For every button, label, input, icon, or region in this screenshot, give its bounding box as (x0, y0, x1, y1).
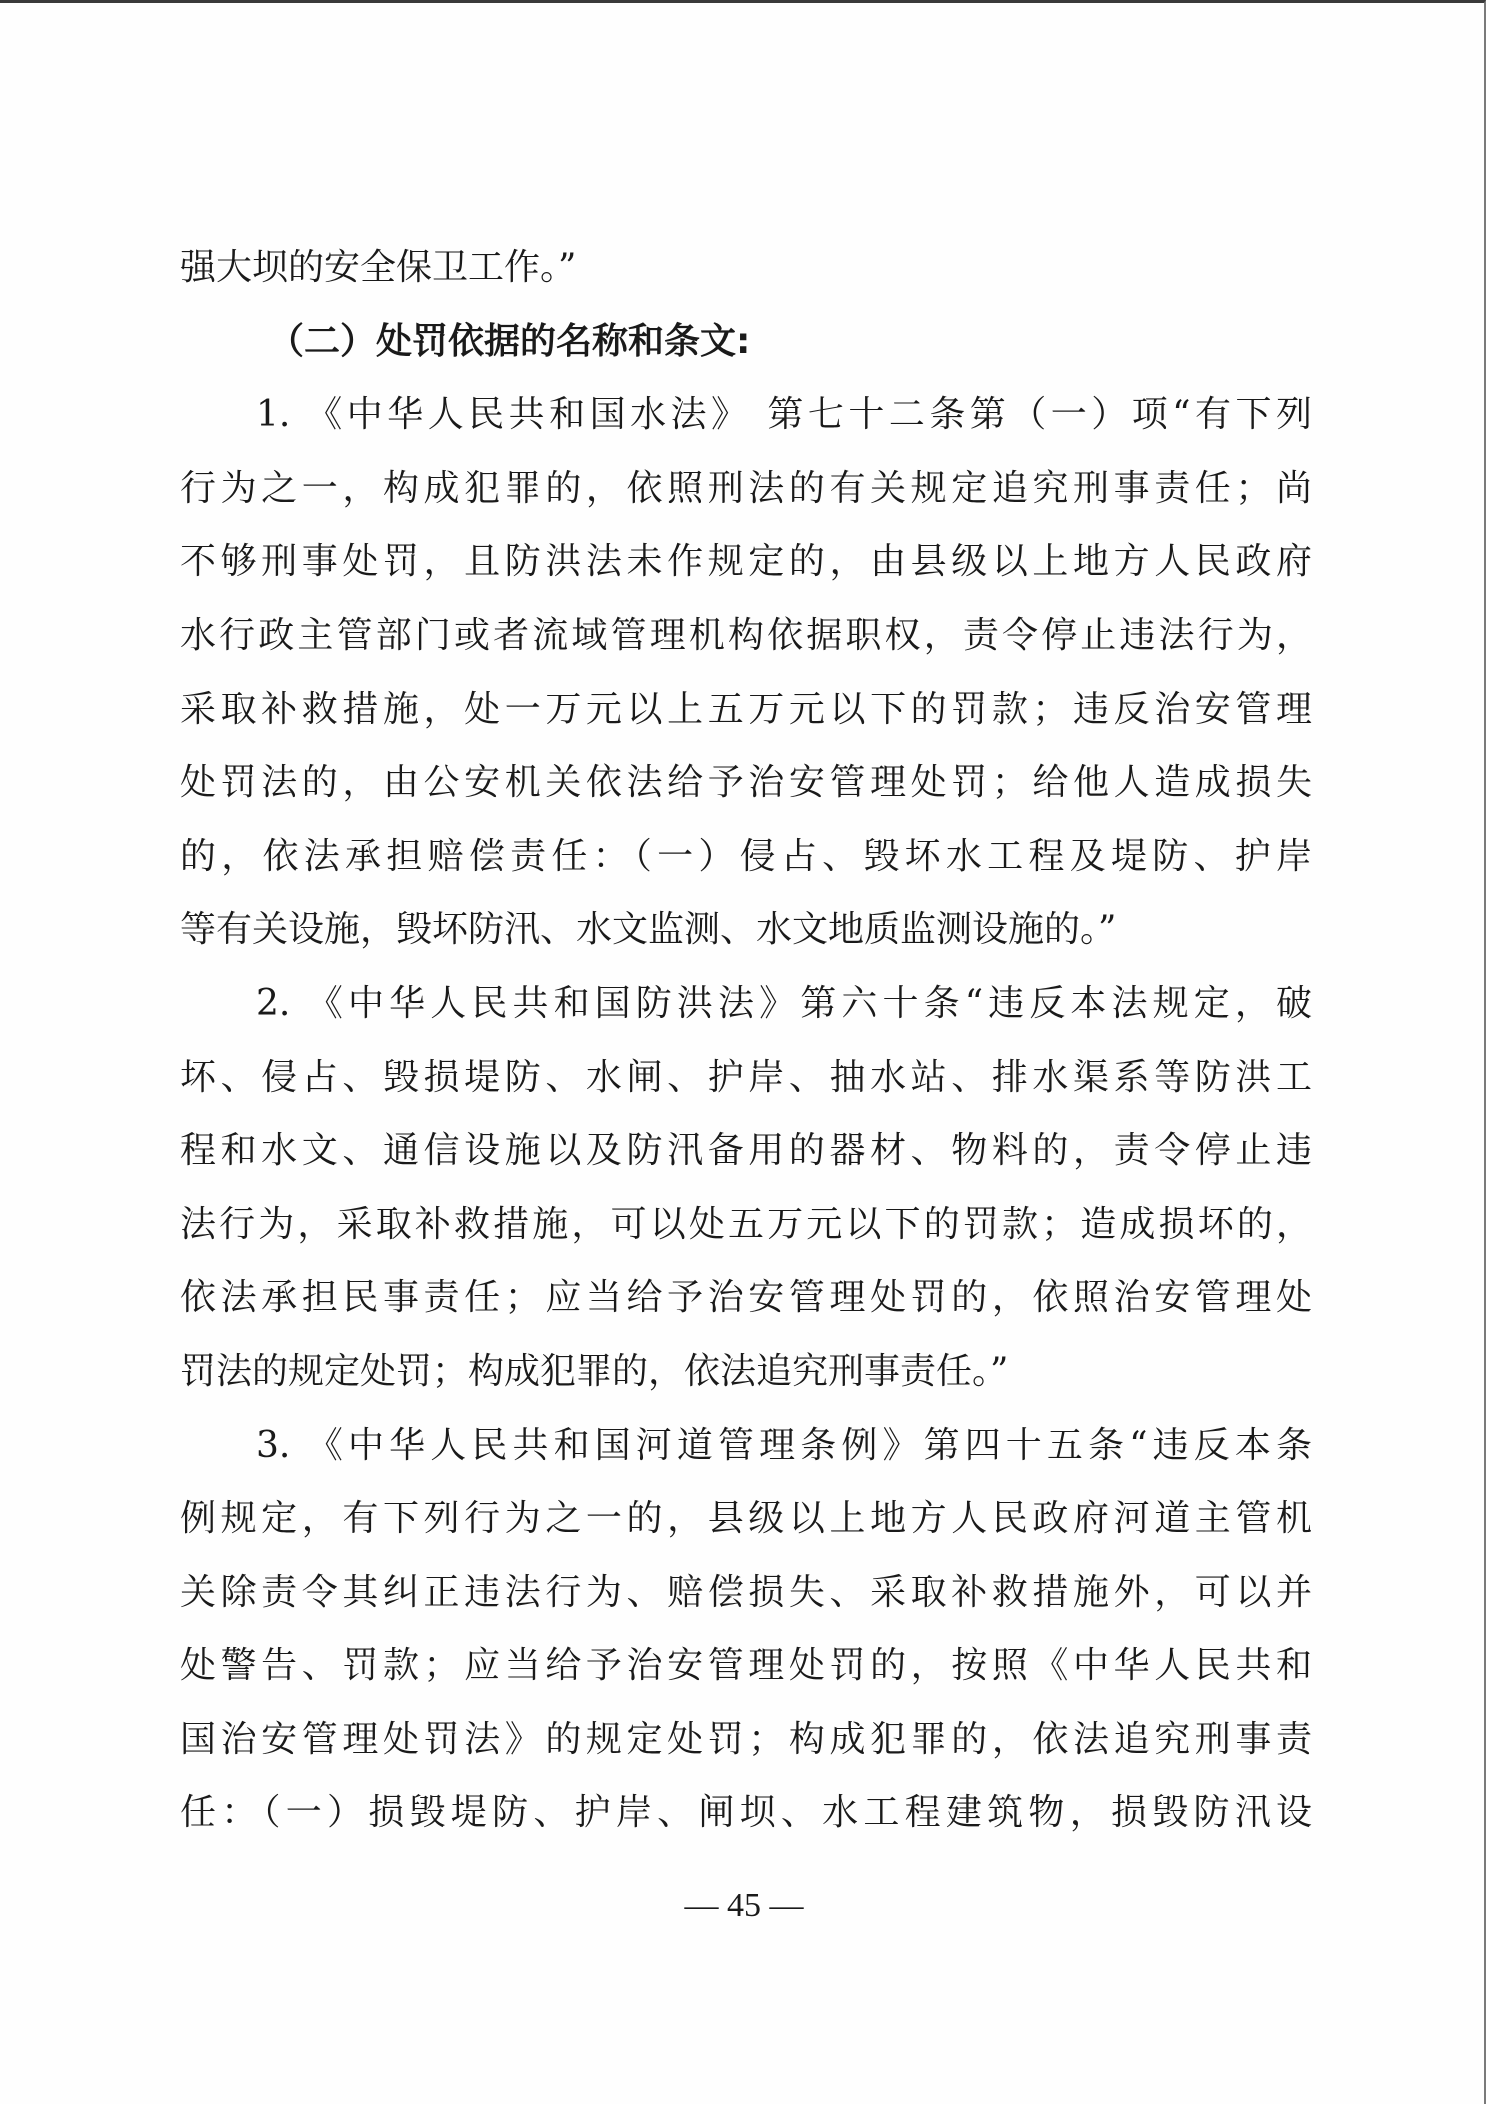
paragraph-line: 强大坝的安全保卫工作。” (180, 247, 577, 288)
paragraph-line: 国治安管理处罚法》的规定处罚；构成犯罪的，依法追究刑事责 (180, 1718, 1312, 1760)
page-number: — 45 — (684, 1887, 804, 1924)
paragraph-line: 3. 《中华人民共和国河道管理条例》第四十五条“违反本条 (256, 1424, 1312, 1466)
paragraph-line: 处警告、罚款；应当给予治安管理处罚的，按照《中华人民共和 (180, 1645, 1312, 1687)
paragraph-line: 程和水文、通信设施以及防汛备用的器材、物料的，责令停止违 (180, 1130, 1312, 1172)
paragraph-line: 依法承担民事责任；应当给予治安管理处罚的，依照治安管理处 (180, 1277, 1312, 1319)
paragraph-line: 例规定，有下列行为之一的，县级以上地方人民政府河道主管机 (180, 1498, 1312, 1540)
document-body (180, 231, 1312, 1850)
paragraph-line: 罚法的规定处罚；构成犯罪的，依法追究刑事责任。” (180, 1350, 1009, 1392)
paragraph-line: 采取补救措施，处一万元以上五万元以下的罚款；违反治安管理 (180, 688, 1312, 730)
paragraph-line: 水行政主管部门或者流域管理机构依据职权，责令停止违法行为， (180, 614, 1312, 656)
paragraph-line: 2. 《中华人民共和国防洪法》第六十条“违反本法规定，破 (256, 982, 1312, 1024)
paragraph-line: 关除责令其纠正违法行为、赔偿损失、采取补救措施外，可以并 (180, 1571, 1312, 1613)
paragraph-line: 坏、侵占、毁损堤防、水闸、护岸、抽水站、排水渠系等防洪工 (180, 1056, 1312, 1098)
paragraph-line: 处罚法的，由公安机关依法给予治安管理处罚；给他人造成损失 (180, 762, 1312, 804)
paragraph-line: 行为之一，构成犯罪的，依照刑法的有关规定追究刑事责任；尚 (180, 467, 1312, 509)
paragraph-line: 任：（一）损毁堤防、护岸、闸坝、水工程建筑物，损毁防汛设 (180, 1792, 1312, 1834)
paragraph-line: 法行为，采取补救措施，可以处五万元以下的罚款；造成损坏的， (180, 1203, 1312, 1245)
paragraph-line: 等有关设施，毁坏防汛、水文监测、水文地质监测设施的。” (180, 909, 1117, 951)
paragraph-line: 的，依法承担赔偿责任：（一）侵占、毁坏水工程及堤防、护岸 (180, 835, 1312, 877)
section-heading: （二）处罚依据的名称和条文: (268, 320, 751, 362)
paragraph-line: 不够刑事处罚，且防洪法未作规定的，由县级以上地方人民政府 (180, 541, 1312, 583)
paragraph-line: 1. 《中华人民共和国水法》 第七十二条第（一）项“有下列 (256, 394, 1312, 436)
